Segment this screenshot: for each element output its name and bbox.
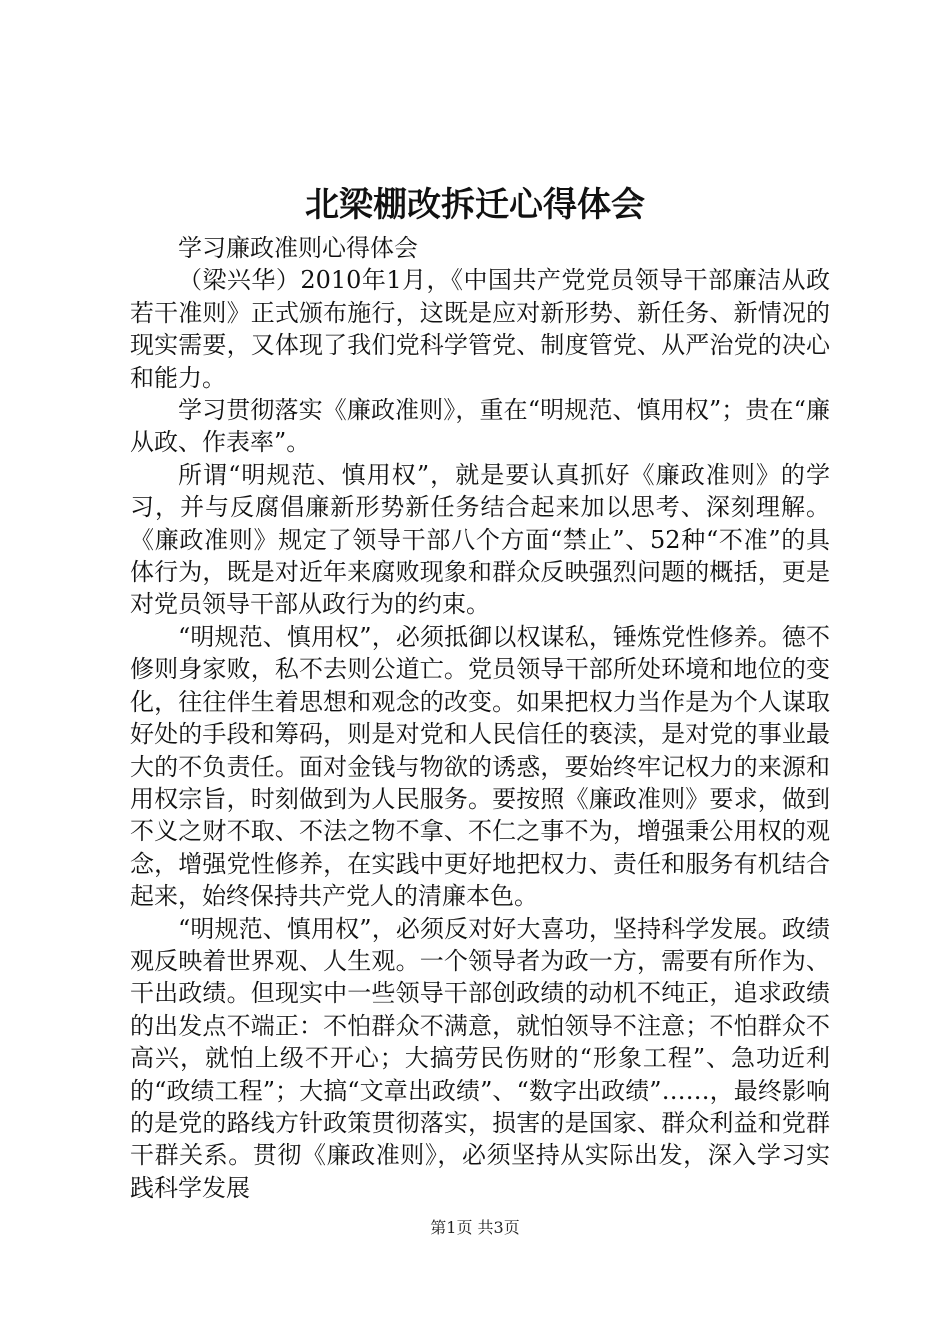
body-paragraph: “明规范、慎用权”，必须反对好大喜功，坚持科学发展。政绩观反映着世界观、人生观。一个领导者为政一方，需要有所作为、干出政绩。但现实中一些领导干部创政绩的动机不纯正，追求政绩的出发点不端正：不怕群众不满意，就怕领导不注意；不怕群众不高兴，就怕上级不开心；大搞劳民伤财的“形象工程”、急功近利的“政绩工程”；大搞“文章出政绩”、“数字出政绩”……，最终影响的是党的路线方针政策贯彻落实，损害的是国家、群众利益和党群干群关系。贯彻《廉政准则》，必须坚持从实际出发，深入学习实践科学发展 xyxy=(130,914,830,1202)
page-title: 北梁棚改拆迁心得体会 xyxy=(305,185,645,225)
body-paragraph: （梁兴华）2010年1月，《中国共产党党员领导干部廉洁从政若干准则》正式颁布施行，这既是应对新形势、新任务、新情况的现实需要，又体现了我们党科学管党、制度管党、从严治党的决心和能力。 xyxy=(130,266,830,392)
body-paragraph: “明规范、慎用权”，必须抵御以权谋私，锤炼党性修养。德不修则身家败，私不去则公道亡。党员领导干部所处环境和地位的变化，往往伴生着思想和观念的改变。如果把权力当作是为个人谋取好处的手段和筹码，则是对党和人民信任的亵渎，是对党的事业最大的不负责任。面对金钱与物欲的诱惑，要始终牢记权力的来源和用权宗旨，时刻做到为人民服务。要按照《廉政准则》要求，做到不义之财不取、不法之物不拿、不仁之事不为，增强秉公用权的观念，增强党性修养，在实践中更好地把权力、责任和服务有机结合起来，始终保持共产党人的清廉本色。 xyxy=(130,622,830,911)
subtitle-paragraph: 学习廉政准则心得体会 xyxy=(178,234,418,262)
body-paragraph: 学习贯彻落实《廉政准则》，重在“明规范、慎用权”；贵在“廉从政、作表率”。 xyxy=(130,396,830,457)
body-paragraph: 所谓“明规范、慎用权”，就是要认真抓好《廉政准则》的学习，并与反腐倡廉新形势新任务结合起来加以思考、深刻理解。《廉政准则》规定了领导干部八个方面“禁止”、52种“不准”的具体行为，既是对近年来腐败现象和群众反映强烈问题的概括，更是对党员领导干部从政行为的约束。 xyxy=(130,460,830,619)
page-footer: 第1页 共3页 xyxy=(430,1218,520,1237)
document-body xyxy=(130,232,830,1204)
